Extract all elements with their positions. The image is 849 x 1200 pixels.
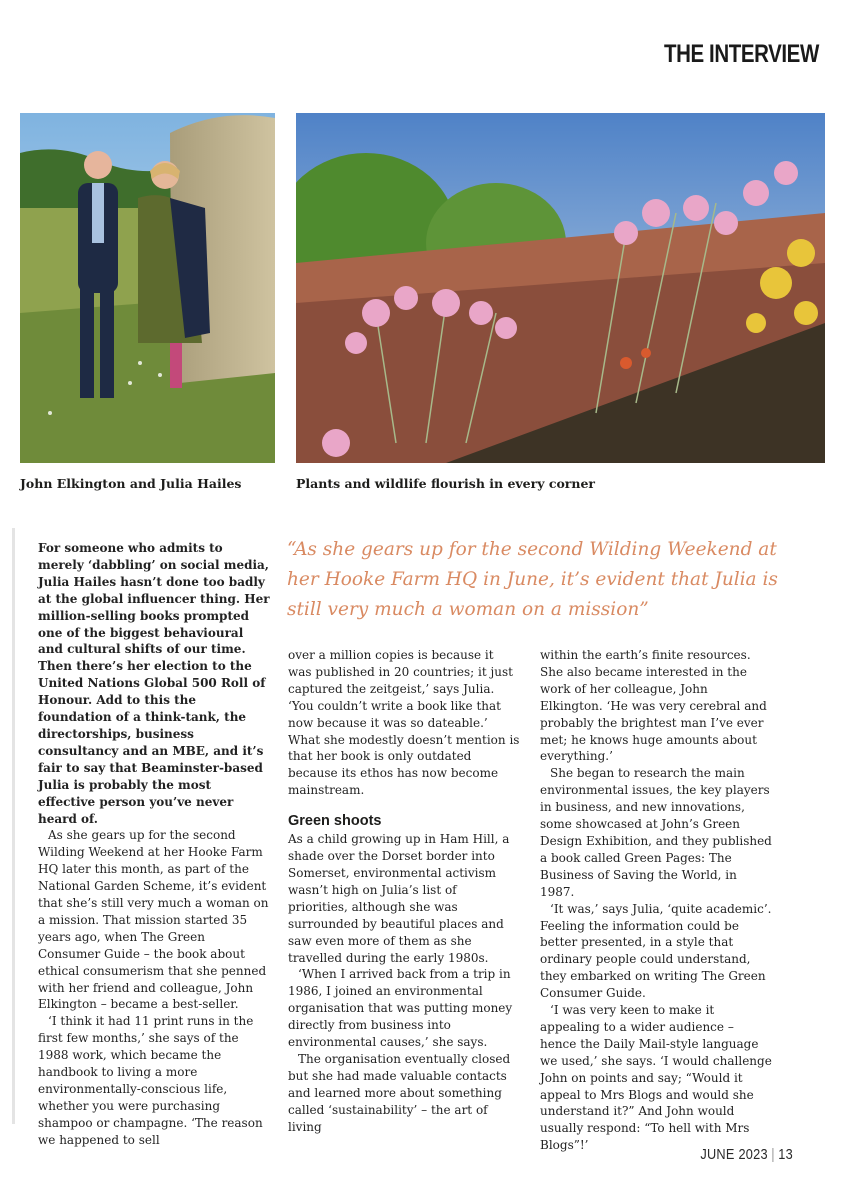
article-column-1 [38, 540, 270, 1149]
issue-date: JUNE 2023 [700, 1146, 768, 1163]
subheading: Green shoots [288, 813, 382, 830]
body-paragraph: ‘I think it had 11 print runs in the first few months,’ she says of the 1988 work, which became the handbook to living a more environmentally-conscious life, whether you were purchasing shampoo or champagne. ‘The reason we happened to sell [38, 1014, 263, 1147]
column-rule [12, 528, 15, 1124]
article-column-3 [540, 647, 772, 1154]
body-paragraph: over a million copies is because it was published in 20 countries; it just captured the zeitgeist,’ says Julia. ‘You couldn’t write a book like that now because it was so dateable.’ What she modestly doesn’t mention is that her book is only outdated because its ethos has now become mainstream. [288, 648, 520, 798]
body-paragraph: ‘It was,’ says Julia, ‘quite academic’. Feeling the information could be better presented, in a style that ordinary people could understand, they embarked on writing The Green Consumer Guide. [540, 901, 772, 1001]
photo-flowers [296, 113, 825, 463]
standfirst: For someone who admits to merely ‘dabbling’ on social media, Julia Hailes hasn’t done too badly at the global influencer thing. Her million-selling books prompted one of the biggest behavioural and cultural shifts of our time. Then there’s her election to the United Nations Global 500 Roll of Honour. Add to this the foundation of a think-tank, the directorships, business consultancy and an MBE, and it’s fair to say that Beaminster-based Julia is probably the most effective person you’ve never heard of. [38, 541, 270, 826]
body-paragraph: As she gears up for the second Wilding Weekend at her Hooke Farm HQ later this month, as part of the National Garden Scheme, it’s evident that she’s still very much a woman on a mission. That mission started 35 years ago, when The Green Consumer Guide – the book about ethical consumerism that she penned with her friend and colleague, John Elkington – became a best-seller. [38, 828, 269, 1012]
body-paragraph: She began to research the main environmental issues, the key players in business, and new innovations, some showcased at John’s Green Design Exhibition, and they published a book called Green Pages: The Business of Saving the World, in 1987. [540, 766, 772, 899]
article-column-2 [288, 647, 520, 1135]
photo-caption: Plants and wildlife flourish in every corner [296, 476, 595, 491]
body-paragraph: ‘I was very keen to make it appealing to a wider audience – hence the Daily Mail-style language we used,’ she says. ‘I would challenge John on points and say; “Would it appeal to Mrs Blogs and would she understand it?” And John would usually respond: “To hell with Mrs Blogs”!’ [540, 1003, 772, 1153]
pull-quote: “As she gears up for the second Wilding Weekend at her Hooke Farm HQ in June, it’s evident that Julia is still very much a woman on a mission” [287, 539, 778, 620]
body-paragraph: The organisation eventually closed but she had made valuable contacts and learned more about something called ‘sustainability’ – the art of living [288, 1051, 511, 1134]
body-paragraph: ‘When I arrived back from a trip in 1986, I joined an environmental organisation that was putting money directly from business into environmental causes,’ she says. [288, 967, 513, 1050]
body-paragraph: within the earth’s finite resources. She also became interested in the work of her colleague, John Elkington. ‘He was very cerebral and probably the brightest man I’ve ever met; he knows huge amounts about everything.’ [540, 648, 767, 764]
section-header: THE INTERVIEW [664, 40, 819, 68]
photo-caption: John Elkington and Julia Hailes [20, 476, 242, 491]
body-paragraph: As a child growing up in Ham Hill, a shade over the Dorset border into Somerset, environmental activism wasn’t high on Julia’s list of priorities, although she was surrounded by beautiful places and saw even more of them as she travelled during the early 1980s. [288, 832, 510, 965]
photo-couple [20, 113, 275, 463]
page-number: 13 [778, 1146, 793, 1163]
page-footer: JUNE 2023 | 13 [700, 1146, 793, 1163]
